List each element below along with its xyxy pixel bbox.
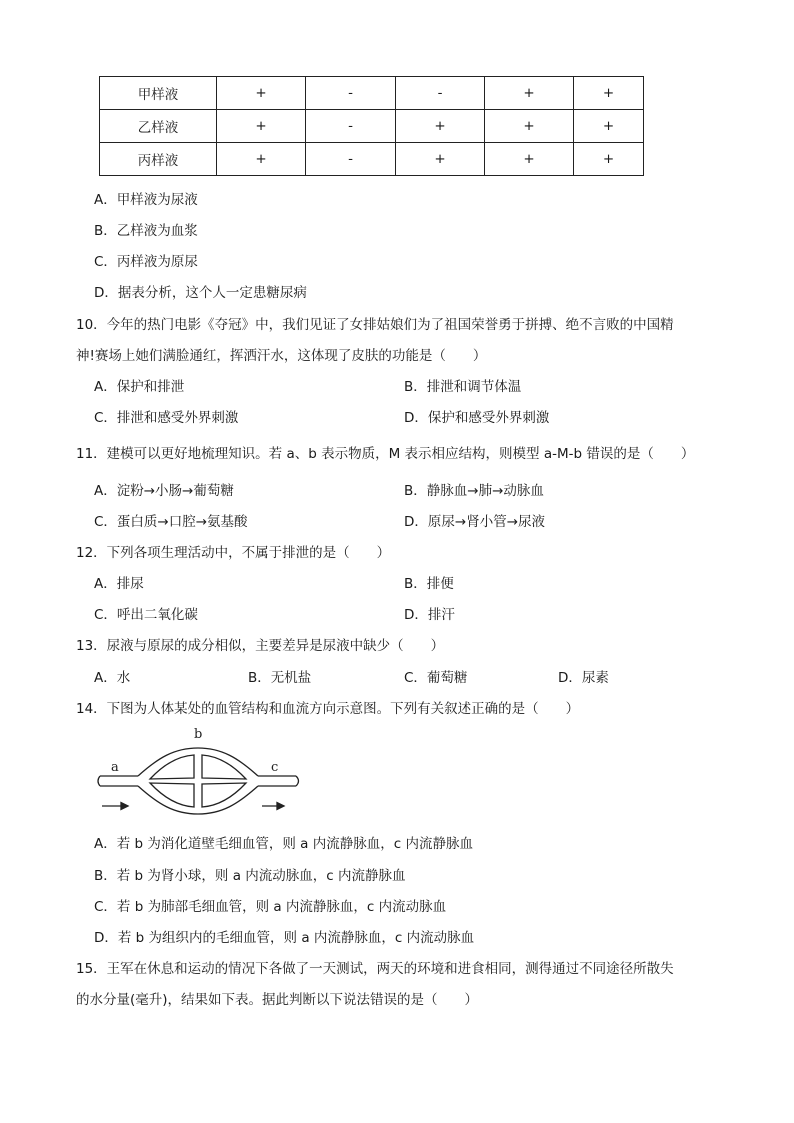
flow-arrow-icon [102, 803, 284, 810]
table-cell: + [217, 110, 306, 143]
q11-option-b: B．静脉血→肺→动脉血 [404, 483, 544, 499]
diagram-label-c: c [271, 760, 279, 775]
diagram-label-b: b [194, 727, 203, 742]
table-cell: 甲样液 [100, 77, 217, 110]
q14-option-c: C．若 b 为肺部毛细血管，则 a 内流静脉血，c 内流动脉血 [94, 899, 447, 915]
table-cell: 丙样液 [100, 143, 217, 176]
table-cell: - [306, 110, 396, 143]
diagram-label-a: a [111, 760, 119, 775]
table-cell: + [485, 143, 574, 176]
q9-option-a: A．甲样液为尿液 [94, 192, 198, 208]
table-cell: + [574, 110, 644, 143]
q12-option-a: A．排尿 [94, 576, 144, 592]
q11-option-c: C．蛋白质→口腔→氨基酸 [94, 514, 248, 530]
table-row [100, 77, 644, 110]
table-cell: + [217, 77, 306, 110]
q13-option-d: D．尿素 [558, 670, 609, 686]
q10-option-c: C．排泄和感受外界刺激 [94, 410, 239, 426]
q14-option-b: B．若 b 为肾小球，则 a 内流动脉血，c 内流静脉血 [94, 868, 406, 884]
vessel-outline [98, 748, 299, 814]
q14-option-d: D．若 b 为组织内的毛细血管，则 a 内流静脉血，c 内流动脉血 [94, 930, 475, 946]
table-cell: - [306, 77, 396, 110]
table-cell: + [217, 143, 306, 176]
q9-option-b: B．乙样液为血浆 [94, 223, 198, 239]
blood-vessel-diagram [94, 724, 308, 820]
table-cell: + [485, 110, 574, 143]
table-cell: 乙样液 [100, 110, 217, 143]
q13-option-a: A．水 [94, 670, 131, 686]
q9-option-c: C．丙样液为原尿 [94, 254, 198, 270]
table-cell: - [306, 143, 396, 176]
q13-option-b: B．无机盐 [248, 670, 312, 686]
table-cell: + [574, 77, 644, 110]
q14-option-a: A．若 b 为消化道壁毛细血管，则 a 内流静脉血，c 内流静脉血 [94, 836, 473, 852]
q14-stem: 14．下图为人体某处的血管结构和血流方向示意图。下列有关叙述正确的是（ ） [76, 701, 580, 717]
q12-stem: 12．下列各项生理活动中，不属于排泄的是（ ） [76, 545, 391, 561]
table-cell: + [485, 77, 574, 110]
table-row [100, 110, 644, 143]
q11-stem: 11．建模可以更好地梳理知识。若 a、b 表示物质，M 表示相应结构，则模型 a-M-b 错误的是（ ） [76, 446, 695, 462]
q12-option-d: D．排汗 [404, 607, 455, 623]
q13-option-c: C．葡萄糖 [404, 670, 468, 686]
q11-option-d: D．原尿→肾小管→尿液 [404, 514, 546, 530]
table-cell: + [574, 143, 644, 176]
q15-stem-line1: 15．王军在休息和运动的情况下各做了一天测试，两天的环境和进食相同，测得通过不同途径所散失 [76, 961, 674, 977]
q10-option-a: A．保护和排泄 [94, 379, 185, 395]
q12-option-c: C．呼出二氧化碳 [94, 607, 198, 623]
q10-stem-line2: 神!赛场上她们满脸通红，挥洒汗水，这体现了皮肤的功能是（ ） [76, 348, 487, 364]
table-row [100, 143, 644, 176]
table-cell: - [396, 77, 485, 110]
q10-option-b: B．排泄和调节体温 [404, 379, 522, 395]
table-cell: + [396, 143, 485, 176]
q12-option-b: B．排便 [404, 576, 454, 592]
sample-table [99, 76, 644, 176]
q10-option-d: D．保护和感受外界刺激 [404, 410, 550, 426]
q9-option-d: D．据表分析，这个人一定患糖尿病 [94, 285, 307, 301]
q15-stem-line2: 的水分量(毫升)，结果如下表。据此判断以下说法错误的是（ ） [76, 992, 479, 1008]
table-cell: + [396, 110, 485, 143]
q11-option-a: A．淀粉→小肠→葡萄糖 [94, 483, 234, 499]
q13-stem: 13．尿液与原尿的成分相似，主要差异是尿液中缺少（ ） [76, 638, 445, 654]
q10-stem-line1: 10．今年的热门电影《夺冠》中，我们见证了女排姑娘们为了祖国荣誉勇于拼搏、绝不言败的中国精 [76, 317, 674, 333]
